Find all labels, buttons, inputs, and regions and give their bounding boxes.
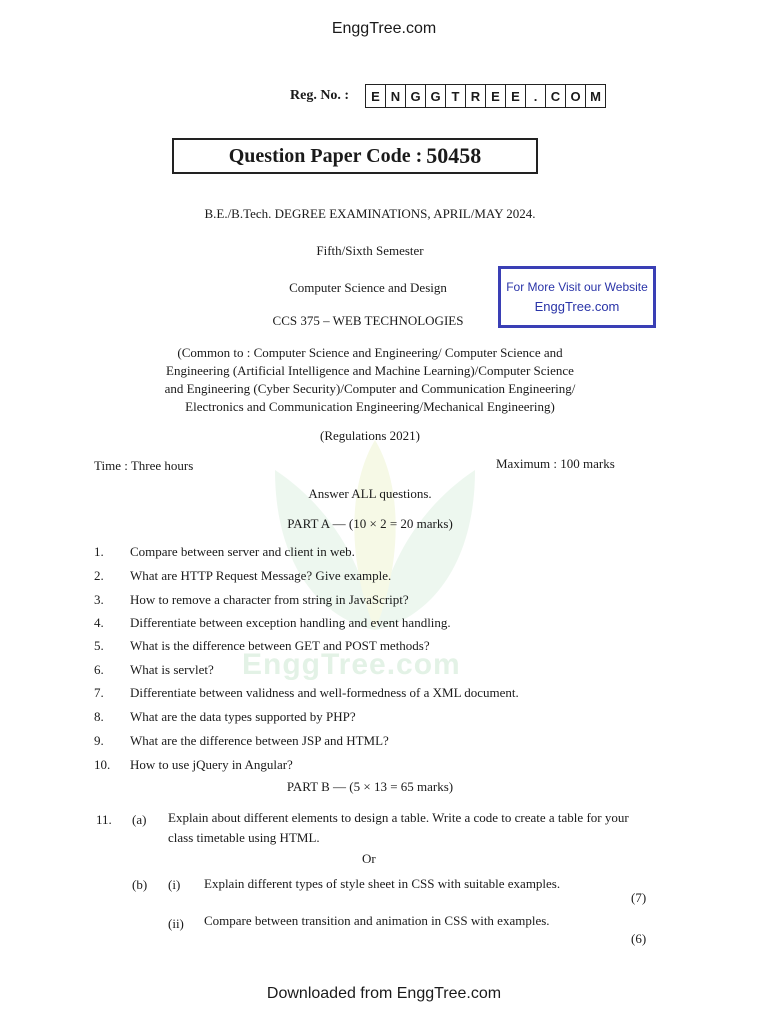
question-number: 1.: [94, 544, 104, 559]
question-number: 3.: [94, 592, 104, 607]
reg-no-char: E: [365, 84, 386, 108]
course-title: CCS 375 – WEB TECHNOLOGIES: [272, 313, 464, 328]
question-text: Differentiate between exception handling and event handling.: [130, 615, 451, 630]
reg-no-char: O: [565, 84, 586, 108]
reg-no-char: E: [505, 84, 526, 108]
question-paper-code-value: 50458: [426, 143, 482, 168]
part-a-question: [94, 544, 355, 560]
reg-no-char: .: [525, 84, 546, 108]
question-number: 7.: [94, 685, 104, 700]
reg-no-char: R: [465, 84, 486, 108]
reg-no-char: G: [405, 84, 426, 108]
question-number: 2.: [94, 568, 104, 583]
question-11b-i-label: (i): [168, 877, 181, 892]
reg-no-label: Reg. No. :: [290, 88, 350, 103]
question-text: What are HTTP Request Message? Give example.: [130, 568, 392, 583]
question-11b-label: (b): [132, 877, 148, 892]
part-a-question: [94, 615, 451, 631]
promo-line-1: For More Visit our Website: [506, 280, 648, 294]
department: Computer Science and Design: [289, 280, 447, 295]
question-number: 4.: [94, 615, 104, 630]
reg-no-char: E: [485, 84, 506, 108]
question-11a-text: Explain about different elements to design a table. Write a code to create a table for your class timetable using HTML.: [168, 810, 629, 845]
question-text: How to use jQuery in Angular?: [130, 757, 293, 772]
part-a-question: [94, 638, 430, 654]
reg-no-char: C: [545, 84, 566, 108]
question-text: What are the data types supported by PHP?: [130, 709, 356, 724]
question-paper-code-box: [172, 138, 538, 174]
common-line: Engineering (Artificial Intelligence and Machine Learning)/Computer Science: [166, 363, 574, 378]
part-a-question: [94, 685, 519, 701]
part-a-title: PART A — (10 × 2 = 20 marks): [287, 516, 453, 531]
site-footer: Downloaded from EnggTree.com: [266, 985, 502, 1002]
question-number: 9.: [94, 733, 104, 748]
part-a-question: [94, 757, 293, 773]
question-text: What is servlet?: [130, 662, 214, 677]
part-a-question: [94, 733, 389, 749]
question-11b-i-text: Explain different types of style sheet in CSS with suitable examples.: [204, 876, 561, 891]
part-a-question: [94, 709, 356, 725]
exam-title: B.E./B.Tech. DEGREE EXAMINATIONS, APRIL/MAY 2024.: [204, 206, 536, 221]
question-number: 5.: [94, 638, 104, 653]
semester: Fifth/Sixth Semester: [316, 243, 424, 258]
answer-all-instruction: Answer ALL questions.: [308, 486, 432, 501]
question-text: What are the difference between JSP and HTML?: [130, 733, 389, 748]
part-a-question: [94, 568, 391, 584]
common-line: (Common to : Computer Science and Engineering/ Computer Science and: [177, 345, 563, 360]
question-11a-label: (a): [132, 812, 147, 827]
question-text: How to remove a character from string in JavaScript?: [130, 592, 409, 607]
question-text: Differentiate between validness and well-formedness of a XML document.: [130, 685, 519, 700]
part-b-title: PART B — (5 × 13 = 65 marks): [286, 779, 454, 794]
question-11-number: 11.: [96, 812, 112, 827]
question-paper-code-label: Question Paper Code :: [228, 144, 423, 167]
question-11b-ii-text: Compare between transition and animation in CSS with examples.: [204, 913, 550, 928]
maximum-marks: Maximum : 100 marks: [496, 456, 615, 471]
promo-box[interactable]: [498, 266, 656, 328]
question-number: 8.: [94, 709, 104, 724]
question-text: What is the difference between GET and POST methods?: [130, 638, 430, 653]
or-separator: Or: [362, 851, 376, 866]
question-11b-i-marks: (7): [631, 890, 647, 905]
watermark-text: EnggTree.com: [242, 648, 461, 681]
reg-no-char: M: [585, 84, 606, 108]
site-header: EnggTree.com: [331, 20, 437, 37]
question-11b-ii-label: (ii): [168, 916, 184, 931]
part-a-question: [94, 662, 214, 678]
reg-no-char: G: [425, 84, 446, 108]
question-text: Compare between server and client in web.: [130, 544, 355, 559]
common-line: Electronics and Communication Engineering/Mechanical Engineering): [185, 399, 555, 414]
reg-no-char: T: [445, 84, 466, 108]
question-number: 10.: [94, 757, 111, 772]
part-a-question: [94, 592, 409, 608]
time-allowed: Time : Three hours: [94, 458, 194, 473]
question-11b-ii-marks: (6): [631, 931, 647, 946]
reg-no-char: N: [385, 84, 406, 108]
promo-link[interactable]: EnggTree.com: [534, 299, 620, 314]
regulations: (Regulations 2021): [319, 428, 420, 443]
question-number: 6.: [94, 662, 104, 677]
reg-no-boxes: [366, 84, 606, 108]
common-line: and Engineering (Cyber Security)/Computer and Communication Engineering/: [164, 381, 576, 396]
common-to-block: [100, 344, 640, 416]
